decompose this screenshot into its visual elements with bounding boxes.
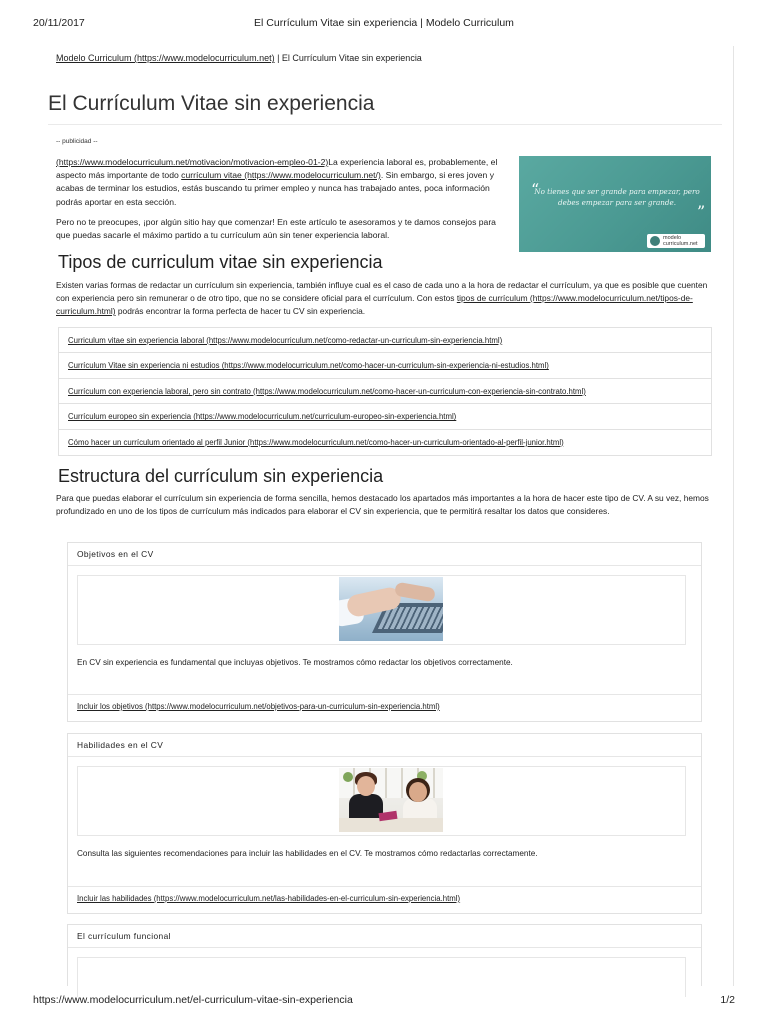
intro-paragraph-1: (https://www.modelocurriculum.net/motivacion/motivacion-empleo-01-2)La experiencia laboral es, probablemente, el aspecto más importante de todo currículum vitae (https://www.modelocurriculum.net/). Sin embargo, si eres joven y acabas de terminar los estudios, estás buscando tu primer empleo y nunca has trabajado antes, poca información podrás aportar en esta sección. xyxy=(56,157,498,207)
page-number: 1/2 xyxy=(720,994,735,1006)
cv-types-link-list xyxy=(58,327,712,456)
print-page-title: El Currículum Vitae sin experiencia | Modelo Curriculum xyxy=(254,17,514,29)
intro-paragraph-2: Pero no te preocupes, ¡por algún sitio hay que comenzar! En este artículo te asesoramos y te damos consejos para que puedas sacarle el máximo partido a tu currículum aún sin tener experiencia laboral. xyxy=(56,216,496,241)
advertising-label: -- publicidad -- xyxy=(56,138,98,145)
card-image-frame xyxy=(77,575,686,645)
title-divider xyxy=(48,124,722,125)
page-title: El Currículum Vitae sin experiencia xyxy=(48,92,375,115)
card-link-row xyxy=(68,886,701,915)
card-objetivos xyxy=(67,542,702,722)
interview-photo xyxy=(339,768,443,832)
site-logo: modelo curriculum.net xyxy=(647,234,705,248)
card-link-row xyxy=(68,694,701,723)
card-description: En CV sin experiencia es fundamental que incluyas objetivos. Te mostramos cómo redactar los objetivos correctamente. xyxy=(77,658,513,667)
card-funcional xyxy=(67,924,702,986)
motivation-link[interactable]: (https://www.modelocurriculum.net/motivacion/motivacion-empleo-01-2) xyxy=(56,157,329,167)
card-title[interactable]: El currículum funcional xyxy=(68,925,701,948)
quote-banner-image[interactable] xyxy=(519,156,711,252)
typing-photo xyxy=(339,577,443,641)
breadcrumb-current: El Currículum Vitae sin experiencia xyxy=(281,53,422,63)
breadcrumb-separator: | xyxy=(274,53,282,63)
cv-type-link[interactable]: Currículum con experiencia laboral, pero sin contrato (https://www.modelocurriculum.net/como-hacer-un-curriculum-con-experiencia-sin-contrato.html) xyxy=(68,386,586,396)
print-date: 20/11/2017 xyxy=(33,17,85,29)
curriculum-vitae-link[interactable]: currículum vitae (https://www.modelocurriculum.net/) xyxy=(181,170,381,181)
breadcrumb-home-link[interactable]: Modelo Curriculum (https://www.modelocurriculum.net) xyxy=(56,53,275,63)
cv-type-link[interactable]: Cómo hacer un currículum orientado al perfil Junior (https://www.modelocurriculum.net/como-hacer-un-curriculum-orientado-al-perfil-junior.html) xyxy=(68,437,564,447)
card-title[interactable]: Habilidades en el CV xyxy=(68,734,701,757)
card-description: Consulta las siguientes recomendaciones para incluir las habilidades en el CV. Te mostramos cómo redactarlas correctamente. xyxy=(77,849,538,858)
list-item xyxy=(59,328,711,353)
breadcrumb xyxy=(56,53,422,63)
section-estructura-text: Para que puedas elaborar el currículum sin experiencia de forma sencilla, hemos destacado los apartados más importantes a la hora de hacer este tipo de CV. A su vez, hemos profundizado en uno de los tipos de currículum más indicados para elaborar el CV sin experiencia, que te permitirá resaltar los datos que consideres. xyxy=(56,493,709,516)
cv-type-link[interactable]: Currículum Vitae sin experiencia ni estudios (https://www.modelocurriculum.net/como-hacer-un-curriculum-sin-experiencia-ni-estudios.html) xyxy=(68,361,549,371)
tipos-curriculum-link[interactable]: tipos de currículum (https://www.modelocurriculum.net/tipos-de-curriculum.html) xyxy=(56,293,693,316)
habilidades-link[interactable]: Incluir las habilidades (https://www.modelocurriculum.net/las-habilidades-en-el-curriculum-sin-experiencia.html) xyxy=(77,894,461,903)
objetivos-link[interactable]: Incluir los objetivos (https://www.modelocurriculum.net/objetivos-para-un-curriculum-sin-experiencia.html) xyxy=(77,702,440,711)
open-quote-icon: “ xyxy=(531,180,540,199)
banner-quote: No tienes que ser grande para empezar, pero debes empezar para ser grande. xyxy=(534,187,700,207)
list-item xyxy=(59,430,711,455)
list-item xyxy=(59,379,711,404)
section-heading-tipos: Tipos de curriculum vitae sin experiencia xyxy=(58,252,383,272)
card-image-frame xyxy=(77,766,686,836)
intro-text xyxy=(56,156,506,249)
card-image-frame xyxy=(77,957,686,997)
cv-type-link[interactable]: Curriculum vitae sin experiencia laboral (https://www.modelocurriculum.net/como-redactar-un-curriculum-sin-experiencia.html) xyxy=(68,336,503,345)
list-item xyxy=(59,404,711,429)
page-edge-rule xyxy=(733,46,734,986)
card-habilidades xyxy=(67,733,702,914)
section-tipos-text: Existen varias formas de redactar un currículum sin experiencia, también influye cual es el caso de cada uno a la hora de redactar el currículum, ya que es posible que cuenten con experiencia pero sin remunerar o de otro tipo, que no se considere oficial para el currículum. Con estos tipos de currículum (https://www.modelocurriculum.net/tipos-de-curriculum.html) podrás encontrar la forma perfecta de hacer tu CV sin experiencia. xyxy=(56,280,708,316)
cv-type-link[interactable]: Currículum europeo sin experiencia (https://www.modelocurriculum.net/curriculum-europeo-sin-experiencia.html) xyxy=(68,412,457,422)
print-url: https://www.modelocurriculum.net/el-curriculum-vitae-sin-experiencia xyxy=(33,994,353,1006)
section-heading-estructura: Estructura del currículum sin experiencia xyxy=(58,466,384,486)
logo-mark-icon xyxy=(650,236,660,246)
close-quote-icon: ” xyxy=(697,202,706,221)
card-title[interactable]: Objetivos en el CV xyxy=(68,543,701,566)
list-item xyxy=(59,353,711,378)
